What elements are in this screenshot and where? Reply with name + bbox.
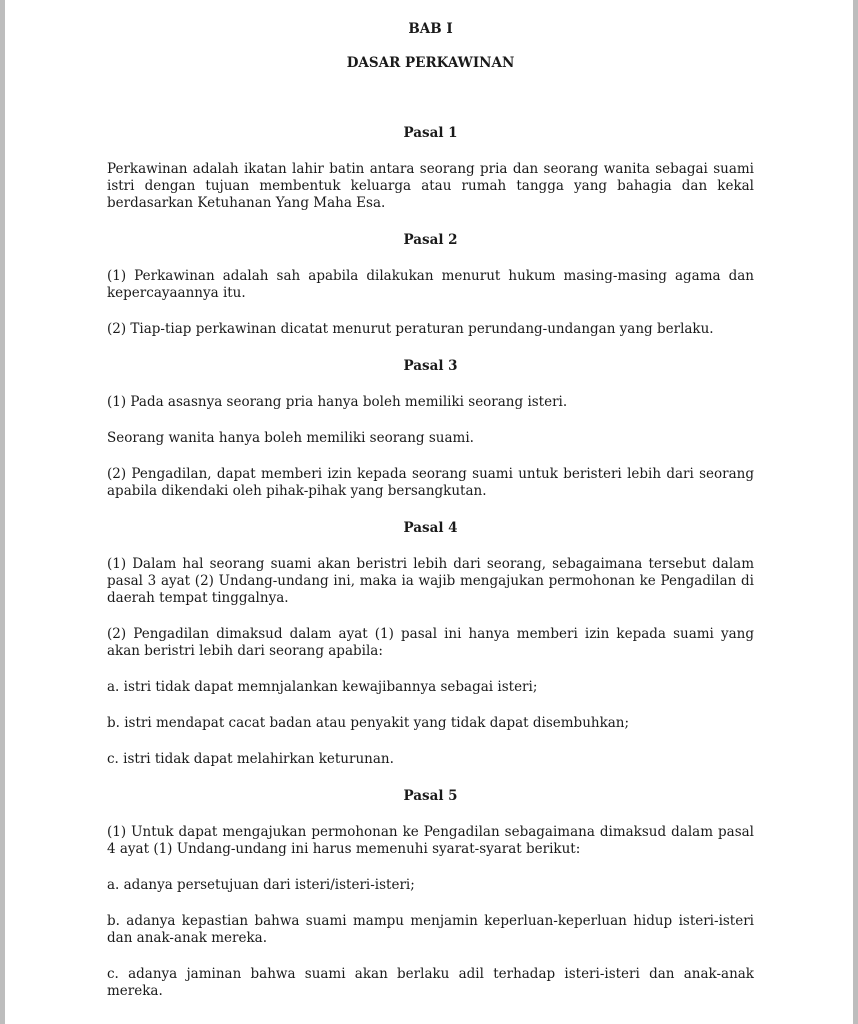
article-paragraph: Seorang wanita hanya boleh memiliki seorang suami.: [107, 430, 474, 446]
article-heading: Pasal 4: [403, 520, 458, 536]
document-body: [107, 21, 754, 1019]
article-heading: Pasal 5: [403, 788, 458, 804]
article-paragraph: Perkawinan adalah ikatan lahir batin antara seorang pria dan seorang wanita sebagai suami istri dengan tujuan membentuk keluarga atau rumah tangga yang bahagia dan kekal berdasarkan Ketuhanan Yang Maha Esa.: [107, 161, 754, 211]
article-list-item: b. istri mendapat cacat badan atau penyakit yang tidak dapat disembuhkan;: [107, 715, 630, 731]
article-list-item: c. istri tidak dapat melahirkan keturunan.: [107, 751, 394, 767]
chapter-title: DASAR PERKAWINAN: [346, 55, 515, 71]
article-paragraph: (1) Perkawinan adalah sah apabila dilakukan menurut hukum masing-masing agama dan kepercayaannya itu.: [107, 268, 754, 301]
article-heading: Pasal 3: [403, 358, 458, 374]
article-list-item: b. adanya kepastian bahwa suami mampu menjamin keperluan-keperluan hidup isteri-isteri dan anak-anak mereka.: [107, 913, 754, 946]
article-paragraph: (2) Tiap-tiap perkawinan dicatat menurut peraturan perundang-undangan yang berlaku.: [107, 321, 714, 337]
article-paragraph: (1) Pada asasnya seorang pria hanya boleh memiliki seorang isteri.: [107, 394, 568, 410]
document-page: [5, 0, 853, 1024]
chapter-label: BAB I: [408, 21, 453, 37]
article-list-item: a. istri tidak dapat memnjalankan kewajibannya sebagai isteri;: [107, 679, 538, 695]
article-paragraph: (2) Pengadilan, dapat memberi izin kepada seorang suami untuk beristeri lebih dari seorang apabila dikendaki oleh pihak-pihak yang bersangkutan.: [107, 466, 754, 499]
article-heading: Pasal 2: [403, 232, 458, 248]
article-paragraph: (2) Pengadilan dimaksud dalam ayat (1) pasal ini hanya memberi izin kepada suami yang akan beristri lebih dari seorang apabila:: [107, 626, 754, 659]
article-paragraph: (1) Dalam hal seorang suami akan beristri lebih dari seorang, sebagaimana tersebut dalam pasal 3 ayat (2) Undang-undang ini, maka ia wajib mengajukan permohonan ke Pengadilan di daerah tempat tinggalnya.: [107, 556, 754, 606]
page-border-right: [853, 0, 858, 1024]
article-list-item: a. adanya persetujuan dari isteri/isteri-isteri;: [107, 877, 415, 893]
article-paragraph: (1) Untuk dapat mengajukan permohonan ke Pengadilan sebagaimana dimaksud dalam pasal 4 ayat (1) Undang-undang ini harus memenuhi syarat-syarat berikut:: [107, 824, 754, 857]
article-heading: Pasal 1: [403, 125, 458, 141]
article-list-item: c. adanya jaminan bahwa suami akan berlaku adil terhadap isteri-isteri dan anak-anak mereka.: [107, 966, 754, 999]
